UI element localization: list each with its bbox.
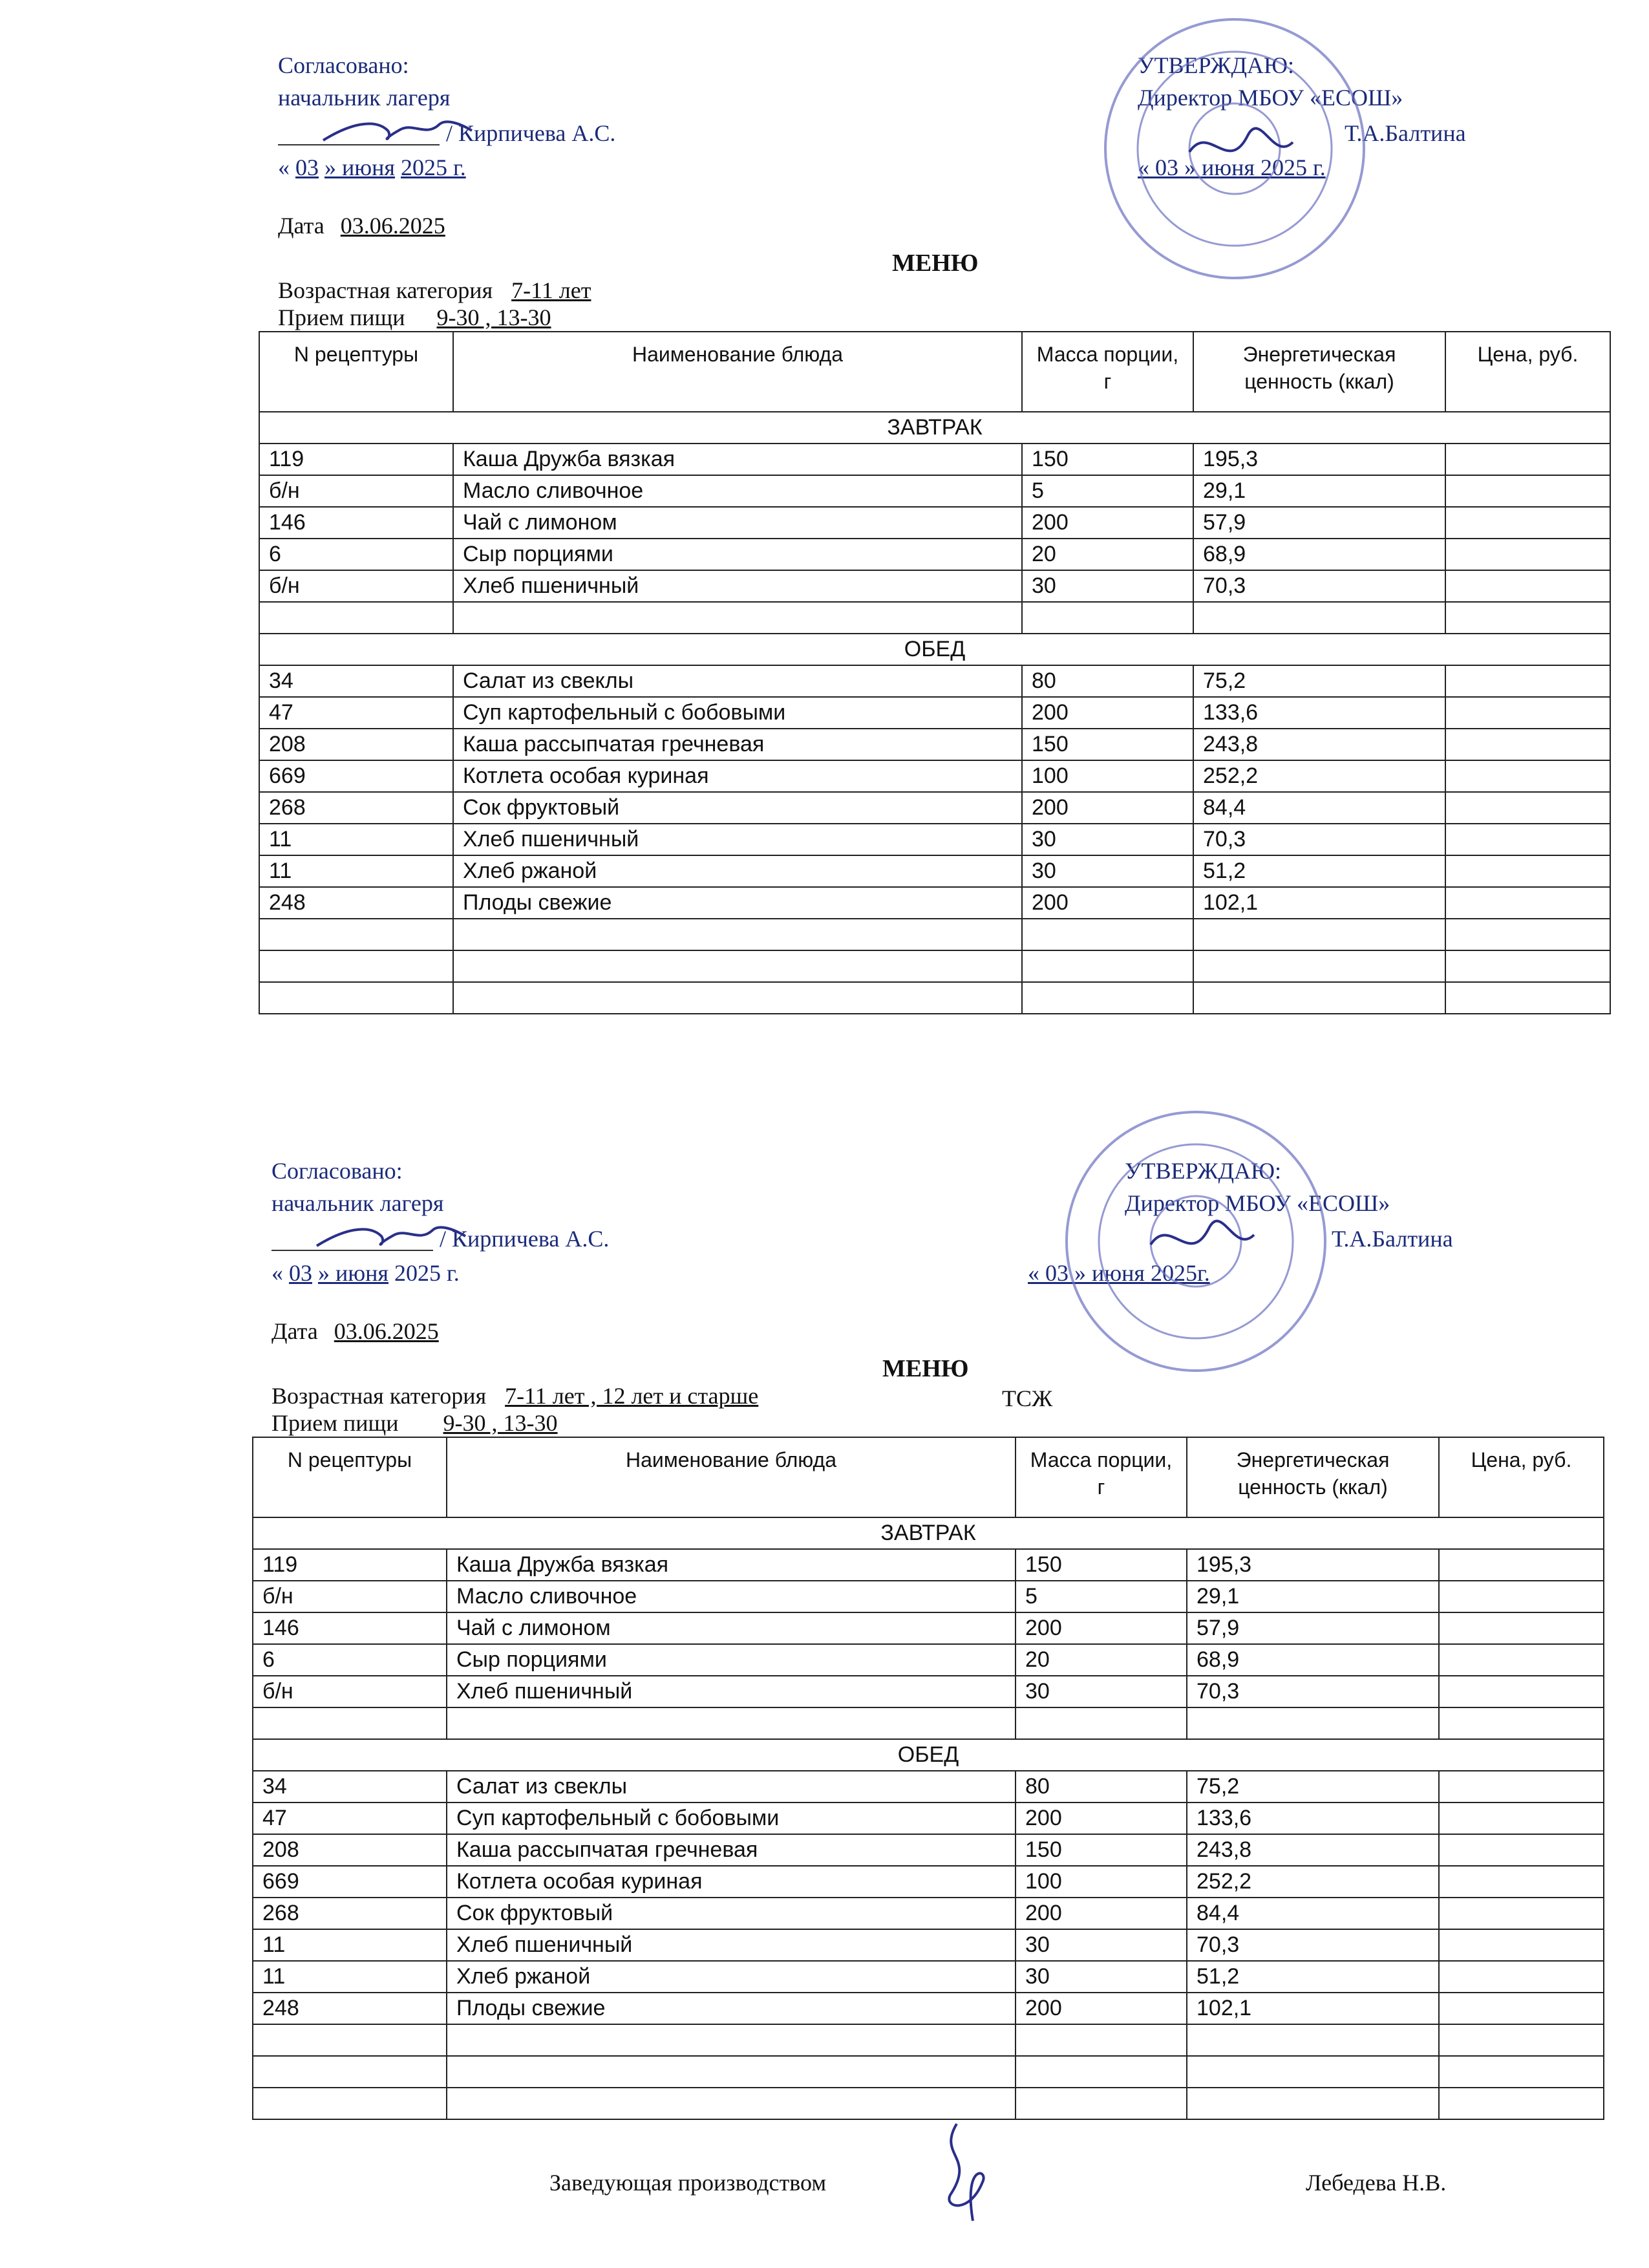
table-cell: б/н <box>259 475 453 507</box>
table-cell <box>453 919 1022 950</box>
date-line <box>278 212 445 240</box>
table-cell: 30 <box>1022 570 1193 602</box>
agreed-year: 2025 г. <box>394 1260 460 1286</box>
table-row <box>253 2056 1604 2088</box>
table-cell: Сыр порциями <box>453 539 1022 570</box>
footer-role: Заведующая производством <box>549 2170 827 2196</box>
table-cell <box>1193 982 1445 1014</box>
table-row <box>259 982 1610 1014</box>
table-header-row <box>259 332 1610 412</box>
agreed-role: начальник лагеря <box>271 1190 444 1216</box>
table-cell: 102,1 <box>1193 887 1445 919</box>
agreed-name: / Кирпичева А.С. <box>446 120 616 146</box>
table-cell: 29,1 <box>1193 475 1445 507</box>
table-cell: 80 <box>1016 1771 1187 1803</box>
table-row <box>259 475 1610 507</box>
approve-name: Т.А.Балтина <box>1332 1226 1453 1252</box>
table-cell: 6 <box>253 1644 447 1676</box>
table-row <box>253 1866 1604 1898</box>
table-cell <box>1439 1581 1604 1612</box>
table-cell: 133,6 <box>1187 1803 1439 1834</box>
table-row <box>259 792 1610 824</box>
table-cell: 75,2 <box>1187 1771 1439 1803</box>
table-cell: 5 <box>1016 1581 1187 1612</box>
table-row <box>253 1929 1604 1961</box>
table-cell: Хлеб пшеничный <box>447 1676 1016 1707</box>
table-cell <box>1439 1771 1604 1803</box>
table-row <box>253 1834 1604 1866</box>
column-header: Масса порции, г <box>1016 1437 1187 1517</box>
table-cell: 68,9 <box>1187 1644 1439 1676</box>
table-cell: 30 <box>1016 1676 1187 1707</box>
table-cell: 200 <box>1022 887 1193 919</box>
table-cell: Чай с лимоном <box>447 1612 1016 1644</box>
table-cell: б/н <box>253 1581 447 1612</box>
table-cell <box>453 602 1022 634</box>
table-row <box>253 1993 1604 2024</box>
table-cell: Салат из свеклы <box>447 1771 1016 1803</box>
table-cell: 30 <box>1016 1929 1187 1961</box>
section-row <box>259 412 1610 444</box>
column-header: Энергетическая ценность (ккал) <box>1187 1437 1439 1517</box>
table-cell: Каша Дружба вязкая <box>453 444 1022 475</box>
table-cell <box>259 950 453 982</box>
table-cell: б/н <box>253 1676 447 1707</box>
extra-tag: ТСЖ <box>1002 1385 1053 1411</box>
date-value: 03.06.2025 <box>334 1318 439 1344</box>
table-cell <box>1445 982 1610 1014</box>
table-cell <box>1439 1834 1604 1866</box>
table-cell: 30 <box>1022 824 1193 855</box>
table-cell: 252,2 <box>1187 1866 1439 1898</box>
table-cell <box>1439 1612 1604 1644</box>
section-label: ЗАВТРАК <box>253 1517 1604 1549</box>
table-cell: 133,6 <box>1193 697 1445 729</box>
age-label: Возрастная категория <box>271 1383 487 1409</box>
table-cell <box>1439 1707 1604 1739</box>
table-row <box>259 760 1610 792</box>
table-cell: 6 <box>259 539 453 570</box>
table-cell: 208 <box>253 1834 447 1866</box>
table-cell <box>453 950 1022 982</box>
table-cell <box>1439 1929 1604 1961</box>
table-cell: 20 <box>1016 1644 1187 1676</box>
column-header: Масса порции, г <box>1022 332 1193 412</box>
table-cell: 150 <box>1016 1834 1187 1866</box>
table-cell <box>1445 444 1610 475</box>
table-cell: 70,3 <box>1187 1929 1439 1961</box>
table-cell: 150 <box>1022 444 1193 475</box>
table-cell <box>1445 507 1610 539</box>
table-cell: 68,9 <box>1193 539 1445 570</box>
table-cell <box>1022 919 1193 950</box>
table-row <box>253 2024 1604 2056</box>
table-cell: 11 <box>253 1929 447 1961</box>
table-cell <box>1193 950 1445 982</box>
table-cell <box>1445 824 1610 855</box>
signature-kirpicheva <box>278 111 485 156</box>
table-cell <box>1439 2088 1604 2119</box>
agreed-month: » июня <box>318 1260 388 1286</box>
table-cell <box>253 2024 447 2056</box>
table-cell <box>453 982 1022 1014</box>
table-cell: Суп картофельный с бобовыми <box>453 697 1022 729</box>
table-cell <box>1445 475 1610 507</box>
table-cell <box>1022 982 1193 1014</box>
table-cell: 5 <box>1022 475 1193 507</box>
date-label: Дата <box>278 213 324 239</box>
table-row <box>253 1961 1604 1993</box>
table-cell <box>1445 919 1610 950</box>
approve-date: « 03 » июня 2025 г. <box>1138 155 1326 180</box>
agreed-day: 03 <box>295 155 319 180</box>
table-cell <box>1439 1549 1604 1581</box>
table-cell: 100 <box>1016 1866 1187 1898</box>
table-cell: 80 <box>1022 665 1193 697</box>
table-cell <box>1193 602 1445 634</box>
table-cell: 200 <box>1022 792 1193 824</box>
table-cell <box>1445 855 1610 887</box>
table-cell: 248 <box>259 887 453 919</box>
meal-label: Прием пищи <box>278 305 405 330</box>
agreed-name: / Кирпичева А.С. <box>440 1226 610 1252</box>
table-cell <box>1445 697 1610 729</box>
column-header: Цена, руб. <box>1439 1437 1604 1517</box>
table-row <box>253 1803 1604 1834</box>
table-cell: Хлеб пшеничный <box>447 1929 1016 1961</box>
meal-value: 9-30 , 13-30 <box>436 305 551 330</box>
table-row <box>259 855 1610 887</box>
table-cell <box>1187 2056 1439 2088</box>
agreed-date <box>278 154 466 182</box>
table-cell <box>1016 2056 1187 2088</box>
table-cell <box>447 2024 1016 2056</box>
agreed-role: начальник лагеря <box>278 85 451 111</box>
table-row <box>259 697 1610 729</box>
column-header: Цена, руб. <box>1445 332 1610 412</box>
table-cell <box>1445 950 1610 982</box>
table-cell <box>1445 539 1610 570</box>
table-cell <box>1445 887 1610 919</box>
column-header: N рецептуры <box>259 332 453 412</box>
table-cell: 47 <box>253 1803 447 1834</box>
meal-line <box>271 1409 558 1437</box>
date-value: 03.06.2025 <box>340 213 445 239</box>
column-header: N рецептуры <box>253 1437 447 1517</box>
table-cell <box>1193 919 1445 950</box>
agreed-label: Согласовано: <box>278 52 409 78</box>
section-row <box>253 1739 1604 1771</box>
school-stamp <box>1099 13 1370 284</box>
column-header: Наименование блюда <box>453 332 1022 412</box>
date-line <box>271 1318 439 1345</box>
table-cell: 11 <box>259 855 453 887</box>
table-cell: 150 <box>1016 1549 1187 1581</box>
age-value: 7-11 лет <box>511 277 591 303</box>
table-cell: Плоды свежие <box>453 887 1022 919</box>
table-cell: 200 <box>1016 1898 1187 1929</box>
table-header-row <box>253 1437 1604 1517</box>
menu-table-1 <box>259 331 1611 1014</box>
table-cell <box>1445 602 1610 634</box>
table-row <box>259 507 1610 539</box>
table-cell: 30 <box>1022 855 1193 887</box>
date-label: Дата <box>271 1318 318 1344</box>
table-row <box>259 950 1610 982</box>
table-cell: 102,1 <box>1187 1993 1439 2024</box>
table-cell <box>447 2056 1016 2088</box>
agreed-year: 2025 г. <box>400 155 466 180</box>
table-cell: 200 <box>1022 507 1193 539</box>
table-cell: Сок фруктовый <box>447 1898 1016 1929</box>
table-cell: 75,2 <box>1193 665 1445 697</box>
table-cell: 195,3 <box>1187 1549 1439 1581</box>
table-cell: 243,8 <box>1187 1834 1439 1866</box>
approve-name: Т.А.Балтина <box>1345 120 1466 146</box>
table-row <box>253 1707 1604 1739</box>
table-row <box>253 1549 1604 1581</box>
table-cell <box>1439 1866 1604 1898</box>
menu-table-body <box>259 332 1610 1014</box>
table-cell: 34 <box>253 1771 447 1803</box>
table-cell: 57,9 <box>1193 507 1445 539</box>
table-cell <box>1016 1707 1187 1739</box>
menu-table-body <box>253 1437 1604 2119</box>
approve-role: Директор МБОУ «ЕСОШ» <box>1138 85 1403 111</box>
table-cell <box>1439 1961 1604 1993</box>
agreed-day: 03 <box>289 1260 312 1286</box>
section-row <box>259 634 1610 665</box>
table-cell: 252,2 <box>1193 760 1445 792</box>
table-row <box>259 539 1610 570</box>
table-cell: Чай с лимоном <box>453 507 1022 539</box>
table-row <box>259 665 1610 697</box>
age-line <box>271 1382 758 1410</box>
table-cell: Суп картофельный с бобовыми <box>447 1803 1016 1834</box>
menu-title: МЕНЮ <box>882 1355 969 1382</box>
table-cell: Сыр порциями <box>447 1644 1016 1676</box>
agreed-date <box>271 1259 460 1287</box>
table-row <box>253 1581 1604 1612</box>
table-cell: 200 <box>1016 1803 1187 1834</box>
table-cell <box>1187 2024 1439 2056</box>
column-header: Энергетическая ценность (ккал) <box>1193 332 1445 412</box>
table-row <box>259 729 1610 760</box>
table-cell <box>1439 1993 1604 2024</box>
table-cell: Котлета особая куриная <box>453 760 1022 792</box>
table-cell: Сок фруктовый <box>453 792 1022 824</box>
table-cell: 669 <box>253 1866 447 1898</box>
table-cell: Каша рассыпчатая гречневая <box>453 729 1022 760</box>
footer-name: Лебедева Н.В. <box>1306 2170 1447 2196</box>
table-cell <box>259 982 453 1014</box>
table-cell: 34 <box>259 665 453 697</box>
table-cell: 268 <box>253 1898 447 1929</box>
table-row <box>259 570 1610 602</box>
table-cell <box>1445 760 1610 792</box>
approve-label: УТВЕРЖДАЮ: <box>1138 52 1295 78</box>
table-cell: 195,3 <box>1193 444 1445 475</box>
table-cell: 268 <box>259 792 453 824</box>
table-cell <box>1439 1644 1604 1676</box>
table-cell: 51,2 <box>1193 855 1445 887</box>
table-row <box>253 1644 1604 1676</box>
table-row <box>259 444 1610 475</box>
table-cell: 70,3 <box>1187 1676 1439 1707</box>
menu-table-2 <box>252 1437 1604 2120</box>
agreed-date-prefix: « <box>278 155 290 180</box>
table-cell: Хлеб ржаной <box>453 855 1022 887</box>
table-cell: 70,3 <box>1193 824 1445 855</box>
table-cell: Масло сливочное <box>447 1581 1016 1612</box>
table-cell: 51,2 <box>1187 1961 1439 1993</box>
table-cell: 248 <box>253 1993 447 2024</box>
table-cell <box>1439 2024 1604 2056</box>
age-value: 7-11 лет , 12 лет и старше <box>505 1383 759 1409</box>
table-row <box>253 1898 1604 1929</box>
table-cell <box>447 2088 1016 2119</box>
table-cell: 146 <box>253 1612 447 1644</box>
table-row <box>259 887 1610 919</box>
table-cell: Масло сливочное <box>453 475 1022 507</box>
table-cell <box>1439 1803 1604 1834</box>
table-cell: 84,4 <box>1187 1898 1439 1929</box>
table-cell: Хлеб ржаной <box>447 1961 1016 1993</box>
table-cell: 57,9 <box>1187 1612 1439 1644</box>
table-cell <box>447 1707 1016 1739</box>
table-row <box>253 2088 1604 2119</box>
meal-value: 9-30 , 13-30 <box>443 1410 558 1436</box>
table-cell: 11 <box>253 1961 447 1993</box>
meal-label: Прием пищи <box>271 1410 399 1436</box>
table-cell: 146 <box>259 507 453 539</box>
table-cell <box>1445 665 1610 697</box>
table-cell: 29,1 <box>1187 1581 1439 1612</box>
agreed-label: Согласовано: <box>271 1158 403 1184</box>
table-cell: Хлеб пшеничный <box>453 570 1022 602</box>
section-label: ЗАВТРАК <box>259 412 1610 444</box>
table-cell <box>253 2088 447 2119</box>
table-cell: 669 <box>259 760 453 792</box>
table-row <box>253 1771 1604 1803</box>
table-cell <box>1439 2056 1604 2088</box>
approve-date: « 03 » июня 2025г. <box>1028 1260 1210 1286</box>
table-cell <box>1016 2024 1187 2056</box>
section-label: ОБЕД <box>253 1739 1604 1771</box>
table-cell: 243,8 <box>1193 729 1445 760</box>
table-cell: 20 <box>1022 539 1193 570</box>
table-cell <box>259 602 453 634</box>
table-cell: б/н <box>259 570 453 602</box>
table-cell <box>259 919 453 950</box>
table-cell: 47 <box>259 697 453 729</box>
signature-lebedeva <box>911 2117 1015 2227</box>
table-cell <box>1439 1676 1604 1707</box>
table-cell <box>1445 792 1610 824</box>
table-row <box>253 1612 1604 1644</box>
table-cell: 70,3 <box>1193 570 1445 602</box>
section-label: ОБЕД <box>259 634 1610 665</box>
table-cell: 84,4 <box>1193 792 1445 824</box>
table-cell: 100 <box>1022 760 1193 792</box>
section-row <box>253 1517 1604 1549</box>
table-cell: 119 <box>259 444 453 475</box>
table-cell <box>1022 602 1193 634</box>
table-cell <box>1022 950 1193 982</box>
table-cell: 11 <box>259 824 453 855</box>
age-line <box>278 277 591 305</box>
table-cell: Котлета особая куриная <box>447 1866 1016 1898</box>
table-cell <box>1016 2088 1187 2119</box>
approve-role: Директор МБОУ «ЕСОШ» <box>1125 1190 1390 1216</box>
table-row <box>259 824 1610 855</box>
table-cell: 30 <box>1016 1961 1187 1993</box>
table-cell <box>1439 1898 1604 1929</box>
table-cell <box>1187 2088 1439 2119</box>
table-cell: Каша Дружба вязкая <box>447 1549 1016 1581</box>
table-cell: Каша рассыпчатая гречневая <box>447 1834 1016 1866</box>
school-stamp <box>1060 1106 1332 1377</box>
column-header: Наименование блюда <box>447 1437 1016 1517</box>
table-cell: 150 <box>1022 729 1193 760</box>
table-cell: 200 <box>1016 1612 1187 1644</box>
table-cell <box>1445 570 1610 602</box>
table-cell <box>1445 729 1610 760</box>
table-cell: 200 <box>1022 697 1193 729</box>
table-cell <box>253 2056 447 2088</box>
signature-kirpicheva <box>271 1217 478 1262</box>
age-label: Возрастная категория <box>278 277 493 303</box>
menu-title: МЕНЮ <box>892 250 979 277</box>
table-row <box>259 919 1610 950</box>
agreed-month: » июня <box>324 155 395 180</box>
table-cell: Хлеб пшеничный <box>453 824 1022 855</box>
table-row <box>253 1676 1604 1707</box>
table-row <box>259 602 1610 634</box>
agreed-date-prefix: « <box>271 1260 283 1286</box>
table-cell: Салат из свеклы <box>453 665 1022 697</box>
meal-line <box>278 304 551 332</box>
table-cell: Плоды свежие <box>447 1993 1016 2024</box>
table-cell <box>1187 1707 1439 1739</box>
approve-label: УТВЕРЖДАЮ: <box>1125 1158 1282 1184</box>
table-cell: 119 <box>253 1549 447 1581</box>
table-cell: 200 <box>1016 1993 1187 2024</box>
table-cell: 208 <box>259 729 453 760</box>
table-cell <box>253 1707 447 1739</box>
